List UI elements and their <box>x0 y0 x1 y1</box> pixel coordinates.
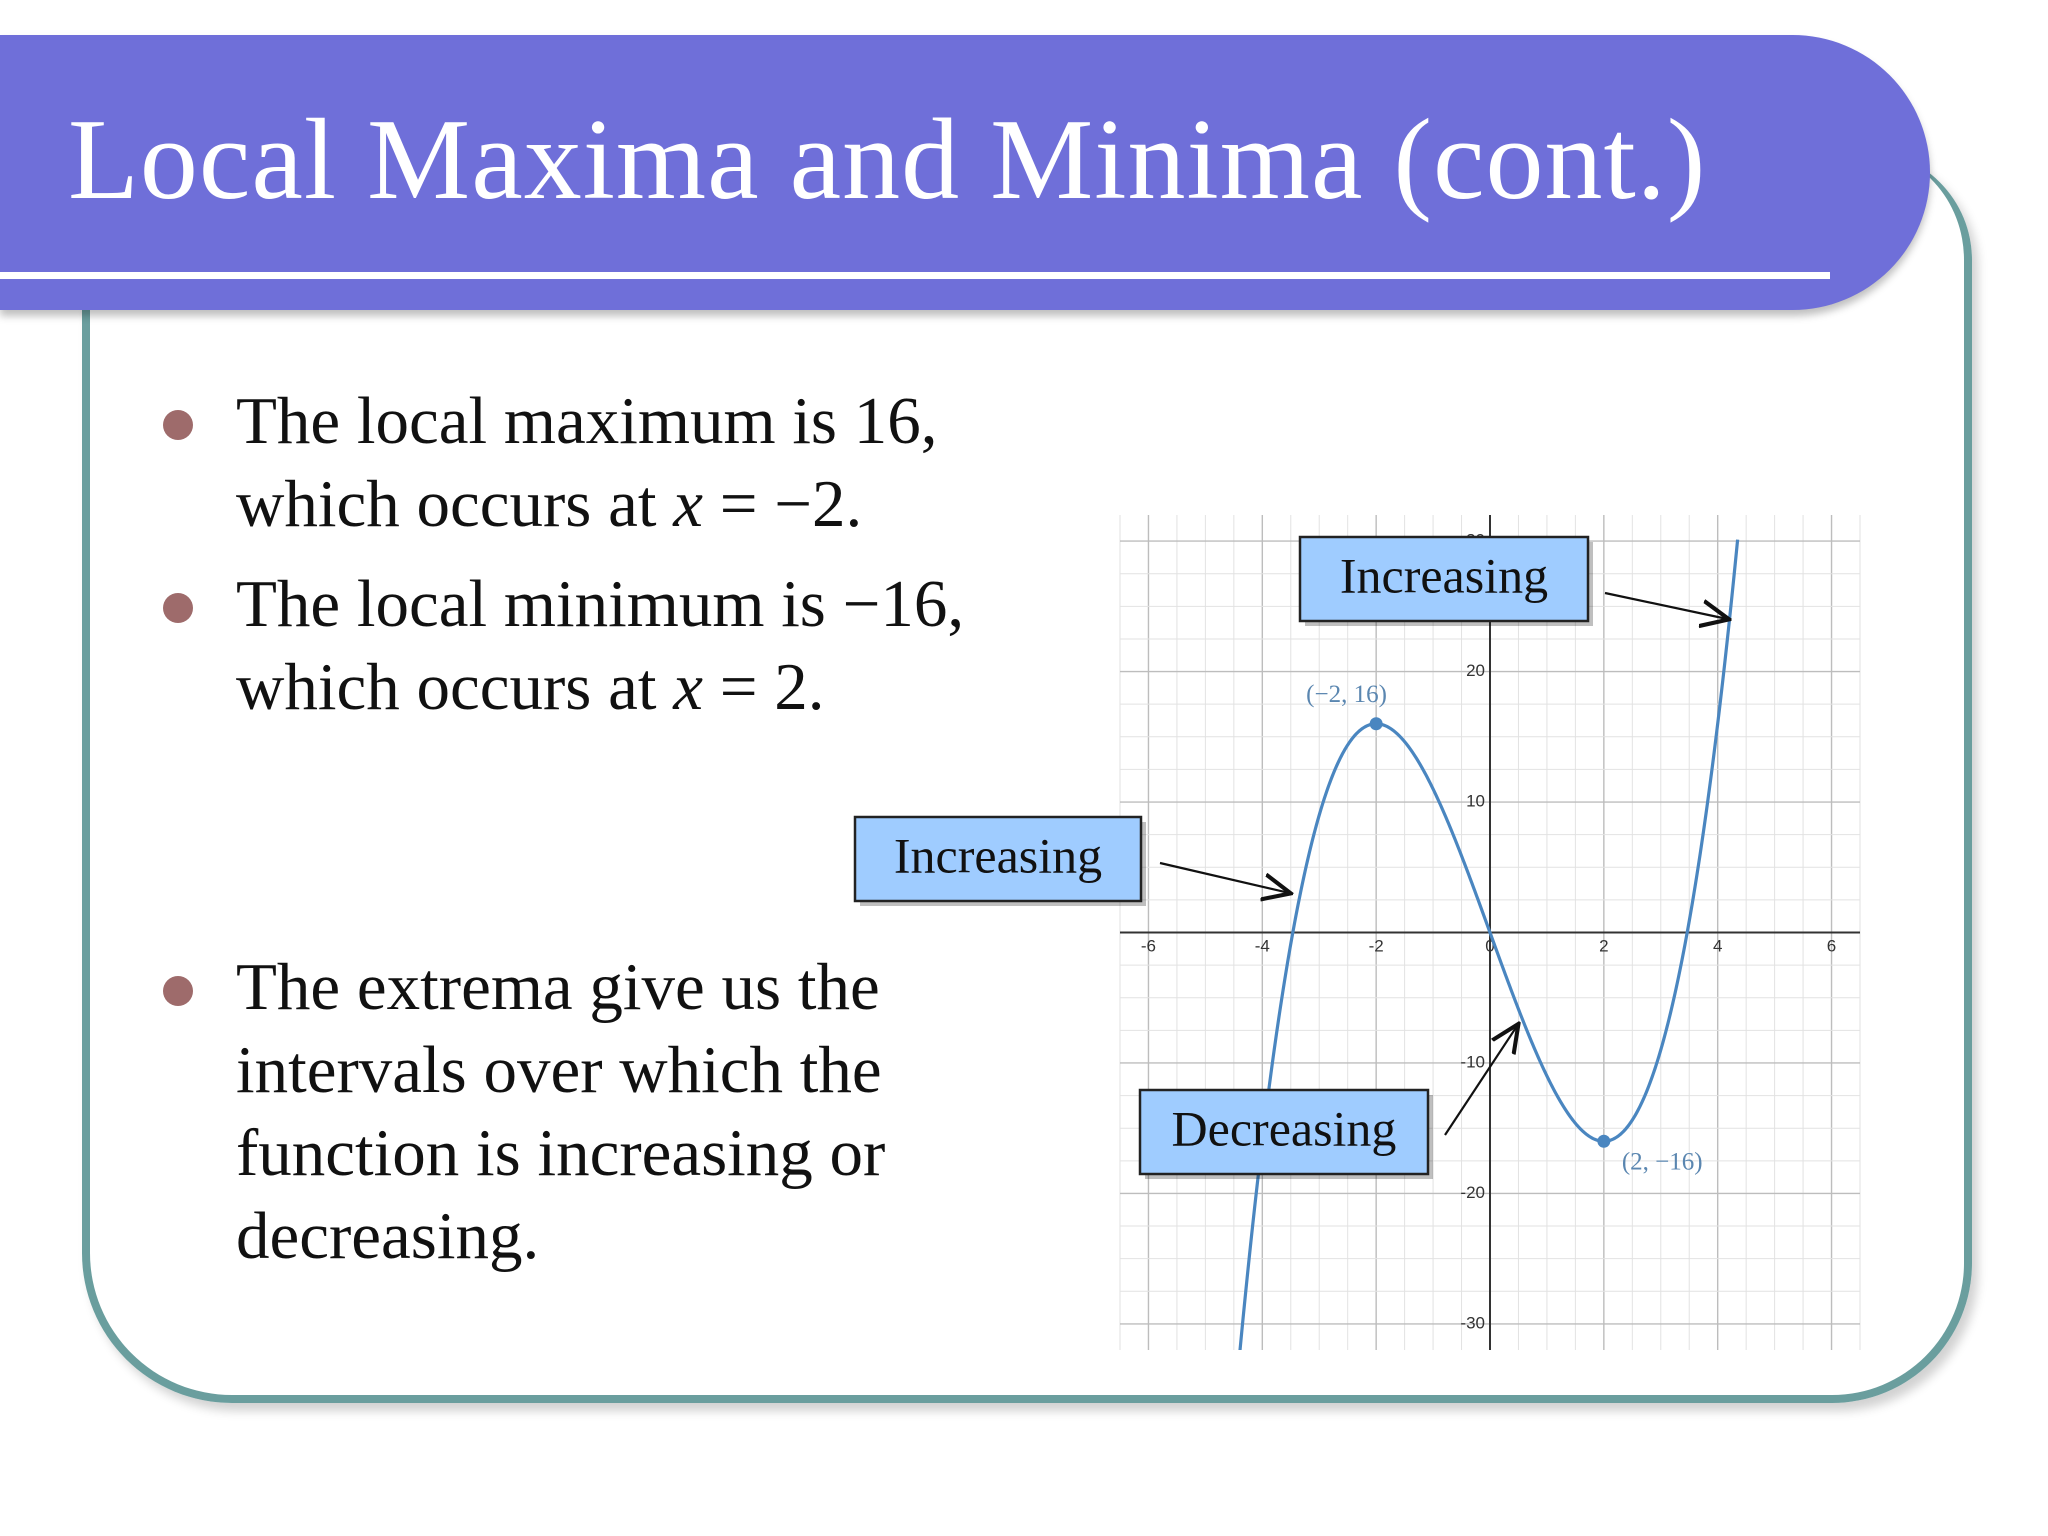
function-graph <box>893 515 1880 1350</box>
bullet-line: The local minimum is −16, <box>236 567 965 641</box>
title-underline <box>0 272 1830 279</box>
callout-increasing <box>855 817 1291 906</box>
callout-label: Increasing <box>1339 547 1549 604</box>
data-point <box>1370 717 1383 730</box>
slide-title: Local Maxima and Minima (cont.) <box>68 96 1707 224</box>
x-tick-label: -2 <box>1368 936 1384 956</box>
callout-label: Decreasing <box>1171 1100 1397 1157</box>
callout-increasing <box>1300 537 1729 626</box>
bullet-line: decreasing. <box>236 1199 540 1273</box>
y-tick-label: -20 <box>1460 1182 1485 1202</box>
bullet-text <box>236 946 1096 1278</box>
data-point <box>1597 1135 1610 1148</box>
bullet-line: intervals over which the <box>236 1033 882 1107</box>
x-tick-label: -6 <box>1140 936 1157 956</box>
x-tick-label: 4 <box>1712 936 1723 956</box>
bullet-line: function is increasing or <box>236 1116 886 1190</box>
y-tick-label: 20 <box>1466 661 1485 681</box>
bullet-text <box>236 563 1096 729</box>
callout-arrow <box>1445 1024 1518 1135</box>
x-tick-label: 0 <box>1485 936 1495 956</box>
bullet-text <box>236 380 1096 546</box>
x-tick-label: 2 <box>1599 936 1609 956</box>
bullet-dot-icon <box>163 593 193 623</box>
y-tick-label: -30 <box>1460 1313 1485 1333</box>
callout-label: Increasing <box>893 827 1103 884</box>
bullet-line: The local maximum is 16, <box>236 384 938 458</box>
data-point-label: (−2, 16) <box>1306 680 1387 708</box>
bullet-line: which occurs at x = 2. <box>236 650 825 724</box>
y-tick-label: 10 <box>1466 791 1485 811</box>
bullet-line: The extrema give us the <box>236 950 880 1024</box>
x-tick-label: -4 <box>1254 936 1270 956</box>
bullet-dot-icon <box>163 410 193 440</box>
y-tick-label: -10 <box>1460 1052 1485 1072</box>
x-tick-label: 6 <box>1826 936 1837 956</box>
bullet-dot-icon <box>163 976 193 1006</box>
math-variable: x <box>673 467 703 541</box>
data-point-label: (2, −16) <box>1621 1148 1703 1176</box>
bullet-line: which occurs at x = −2. <box>236 467 863 541</box>
math-variable: x <box>673 650 703 724</box>
